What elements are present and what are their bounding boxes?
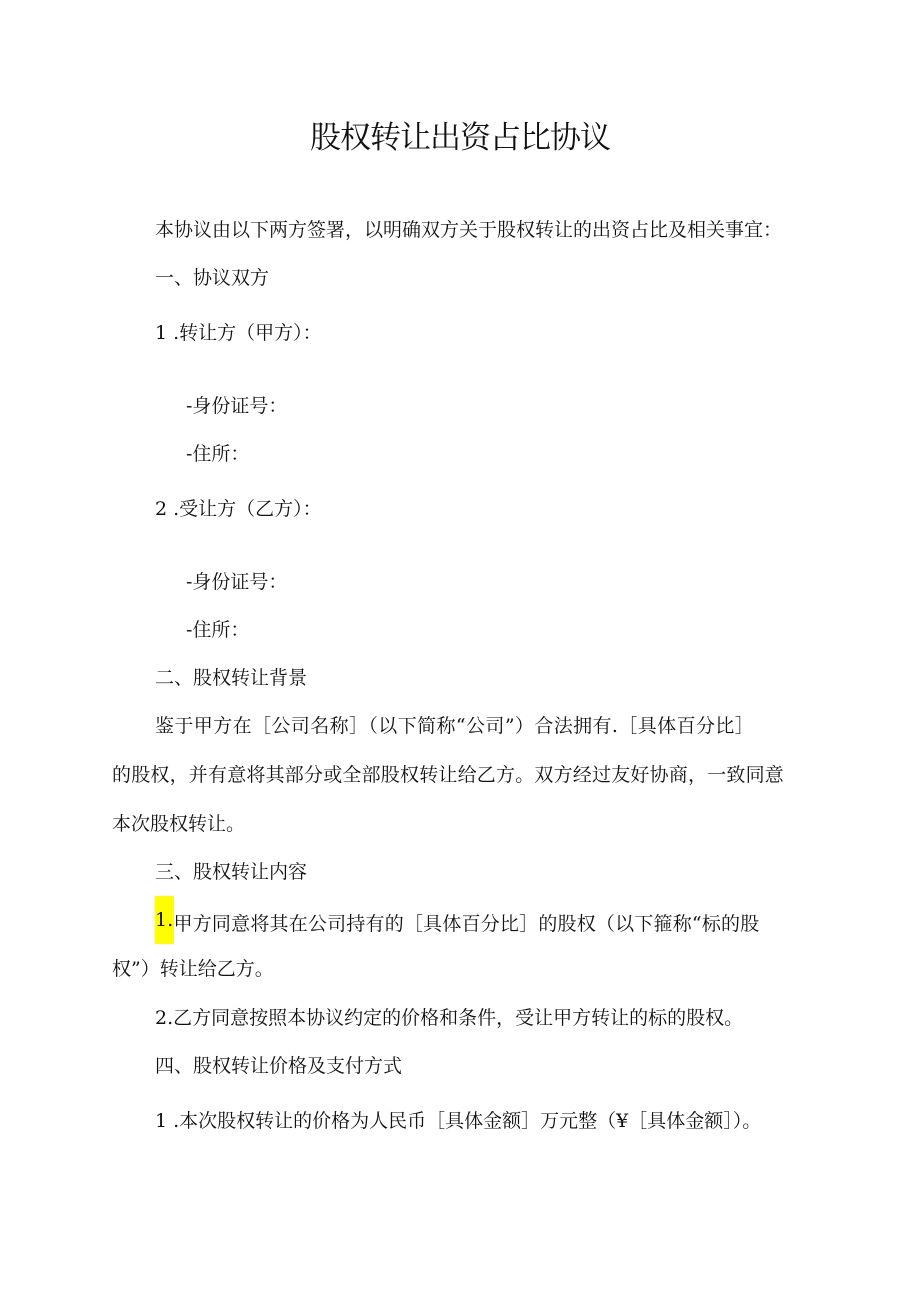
section-heading-parties: 一、协议双方 bbox=[155, 267, 270, 289]
content-item-1 bbox=[155, 906, 759, 944]
content-item-1-text: 甲方同意将其在公司持有的［具体百分比］的股权（以下箍称“标的股 bbox=[173, 913, 760, 935]
transferee-address-field: -住所： bbox=[186, 619, 250, 641]
transferor-address-field: -住所： bbox=[186, 443, 250, 465]
section-heading-content: 三、股权转让内容 bbox=[155, 861, 308, 883]
transferee-label: 2 .受让方（乙方）： bbox=[155, 498, 322, 520]
section-heading-background: 二、股权转让背景 bbox=[155, 667, 308, 689]
document-title: 股权转让出资占比协议 bbox=[310, 120, 610, 156]
content-item-2: 2.乙方同意按照本协议约定的价格和条件，受让甲方转让的标的股权。 bbox=[155, 1007, 744, 1029]
transferee-id-field: -身份证号： bbox=[186, 571, 288, 593]
price-item-1: 1 .本次股权转让的价格为人民币［具体金额］万元整（¥［具体金额］）。 bbox=[155, 1110, 762, 1132]
highlighted-number: 1. bbox=[155, 896, 174, 944]
intro-paragraph: 本协议由以下两方签署，以明确双方关于股权转让的出资占比及相关事宜： bbox=[155, 219, 783, 241]
transferor-id-field: -身份证号： bbox=[186, 395, 288, 417]
background-paragraph-line: 的股权，并有意将其部分或全部股权转让给乙方。双方经过友好协商，一致同意 bbox=[112, 764, 785, 786]
section-heading-price: 四、股权转让价格及支付方式 bbox=[155, 1055, 403, 1077]
background-paragraph-line: 鉴于甲方在［公司名称］（以下简称“公司”）合法拥有.［具体百分比］ bbox=[155, 715, 755, 737]
transferor-label: 1 .转让方（甲方）： bbox=[155, 322, 322, 344]
background-paragraph-line: 本次股权转让。 bbox=[112, 813, 246, 835]
content-item-1-continuation: 权”）转让给乙方。 bbox=[112, 958, 274, 980]
